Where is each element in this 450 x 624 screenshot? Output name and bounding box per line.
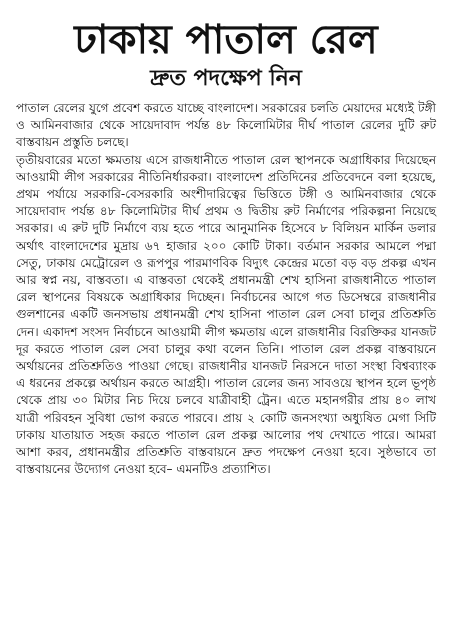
paragraph-1: পাতাল রেলের যুগে প্রবেশ করতে যাচ্ছে বাংলাদেশ। সরকারের চলতি মেয়াদের মধ্যেই টঙ্গী ও আমিনবাজার থেকে সায়েদাবাদ পর্যন্ত ৪৮ কিলোমিটার দীর্ঘ পাতাল রেলের দুটি রুট বাস্তবায়ন প্রস্তুতি চলছে। bbox=[16, 101, 436, 150]
page-subtitle: দ্রুত পদক্ষেপ নিন bbox=[150, 66, 302, 91]
paragraph-2: তৃতীয়বারের মতো ক্ষমতায় এসে রাজধানীতে পাতাল রেল স্থাপনকে অগ্রাধিকার দিয়েছেন আওয়ামী লীগ সরকারের নীতিনির্ধারকরা। বাংলাদেশ প্রতিদিনের প্রতিবেদনে বলা হয়েছে, প্রথম পর্যায়ে সরকারি-বেসরকারি অংশীদারিত্বের ভিত্তিতে টঙ্গী ও আমিনবাজার থেকে সায়েদাবাদ পর্যন্ত ৪৮ কিলোমিটার দীর্ঘ প্রথম ও দ্বিতীয় রুট নির্মাণের পরিকল্পনা নিয়েছে সরকার। এ রুট দুটি নির্মাণে ব্যয় হতে পারে আনুমানিক হিসেবে ৮ বিলিয়ন মার্কিন ডলার অর্থাৎ বাংলাদেশের মুদ্রায় ৬৭ হাজার ২০০ কোটি টাকা। বর্তমান সরকার আমলে পদ্মা সেতু, ঢাকায় মেট্রোরেল ও রূপপুর পারমাণবিক বিদ্যুৎ কেন্দ্রের মতো বড় বড় প্রকল্প এখন আর স্বপ্ন নয়, বাস্তবতা। এ বাস্তবতা থেকেই প্রধানমন্ত্রী শেখ হাসিনা রাজধানীতে পাতাল রেল স্থাপনের বিষয়কে অগ্রাধিকার দিচ্ছেন। নির্বাচনের আগে গত ডিসেম্বরে রাজধানীর গুলশানের একটি জনসভায় প্রধানমন্ত্রী শেখ হাসিনা পাতাল রেল সেবা চালুর প্রতিশ্রুতি দেন। একাদশ সংসদ নির্বাচনে আওয়ামী লীগ ক্ষমতায় এলে রাজধানীর বিরক্তিকর যানজট দূর করতে পাতাল রেল সেবা চালুর কথা বলেন তিনি। পাতাল রেল প্রকল্প বাস্তবায়নে অর্থায়নের প্রতিশ্রুতিও পাওয়া গেছে। রাজধানীর যানজট নিরসনে দাতা সংস্থা বিশ্বব্যাংক এ ধরনের প্রকল্পে অর্থায়ন করতে আগ্রহী। পাতাল রেলের জন্য সাবওয়ে স্থাপন হলে ভূপৃষ্ঠ থেকে প্রায় ৩০ মিটার নিচ দিয়ে চলবে যাত্রীবাহী ট্রেন। এতে মহানগরীর প্রায় ৪০ লাখ যাত্রী পরিবহন সুবিধা ভোগ করতে পারবে। প্রায় ২ কোটি জনসংখ্যা অধ্যুষিত মেগা সিটি ঢাকায় যাতায়াত সহজ করতে পাতাল রেল প্রকল্প আলোর পথ দেখাতে পারে। আমরা আশা করব, প্রধানমন্ত্রীর প্রতিশ্রুতি বাস্তবায়নে দ্রুত পদক্ষেপ নেওয়া হবে। সুষ্ঠভাবে তা বাস্তবায়নের উদ্যোগ নেওয়া হবে– এমনটিও প্রত্যাশিত। bbox=[16, 152, 436, 477]
article-body bbox=[16, 100, 436, 478]
page-title: ঢাকায় পাতাল রেল bbox=[74, 17, 378, 63]
